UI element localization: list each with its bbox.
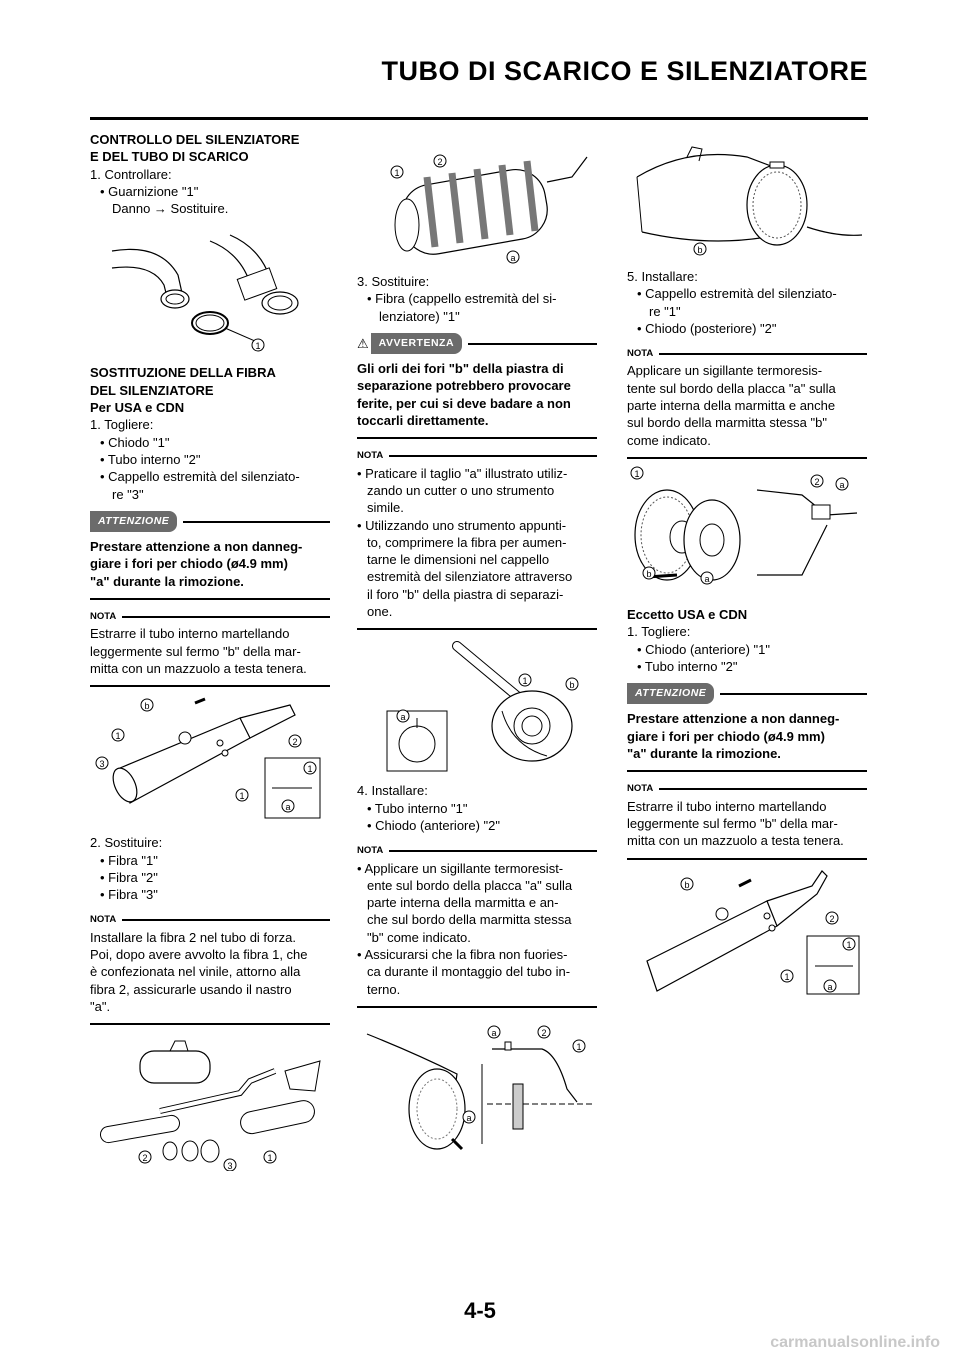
svg-text:a: a xyxy=(466,1112,472,1123)
warning-icon: ⚠ xyxy=(357,335,369,351)
callout-1: 1 xyxy=(255,341,261,352)
bullet: • Fibra (cappello estremità del si- xyxy=(367,291,557,307)
silencer-fiber-wrap-illustration xyxy=(357,137,597,267)
fiber-parts-illustration xyxy=(90,1031,330,1171)
svg-text:2: 2 xyxy=(541,1027,547,1038)
bullet: • Chiodo (posteriore) "2" xyxy=(637,320,777,336)
step: 1. Controllare: xyxy=(90,166,172,182)
svg-text:1: 1 xyxy=(115,731,121,742)
svg-text:1: 1 xyxy=(784,971,790,982)
svg-text:b: b xyxy=(697,245,703,255)
step: 2. Sostituire: xyxy=(90,835,163,851)
nota-text: Applicare un sigillante termoresis- tente sul bordo della placca "a" sulla parte interna della marmitta e anche sul bordo della marmitta stessa "b" come indicato. xyxy=(627,363,836,448)
nota-header: NOTA xyxy=(357,447,597,464)
bullet: • Chiodo (anteriore) "2" xyxy=(367,817,501,833)
section-title: DEL SILENZIATORE xyxy=(90,382,214,398)
nota-text: Installare la fibra 2 nel tubo di forza. Poi, dopo avere avvolto la fibra 1, che è confezionata nel vinile, attorno alla fibra 2, assicurarle usando il nastro "a". xyxy=(90,929,308,1014)
bullet: • Guarnizione "1" xyxy=(100,183,199,199)
svg-text:b: b xyxy=(569,680,575,691)
svg-text:1: 1 xyxy=(239,791,245,802)
svg-text:1: 1 xyxy=(307,764,313,775)
svg-text:1: 1 xyxy=(267,1153,273,1164)
svg-text:2: 2 xyxy=(292,737,298,748)
bullet: • Cappello estremità del silenziato- xyxy=(637,286,837,302)
svg-text:2: 2 xyxy=(142,1153,148,1164)
column-2 xyxy=(357,131,597,1160)
bullet: • Fibra "2" xyxy=(100,869,158,885)
bullet-cont: re "3" xyxy=(112,486,144,502)
svg-text:2: 2 xyxy=(829,913,835,924)
nota-text: • Applicare un sigillante termoresist- ente sul bordo della placca "a" sulla parte interna della marmitta e an- che sul bordo della marmitta stessa "b" come indicato. • Assicurarsi che la fibra non fuories- ca durante il montaggio del tubo in- terno. xyxy=(357,860,573,997)
bullet: • Chiodo (anteriore) "1" xyxy=(637,641,771,657)
nota-header: NOTA xyxy=(357,842,597,859)
bullet: • Chiodo "1" xyxy=(100,434,170,450)
result: Danno → Sostituire. xyxy=(112,201,229,217)
svg-text:a: a xyxy=(285,802,291,813)
nota-text: Estrarre il tubo interno martellando leggermente sul fermo "b" della mar- mitta con un mazzuolo a testa tenera. xyxy=(90,626,307,676)
svg-text:1: 1 xyxy=(846,939,852,950)
svg-text:1: 1 xyxy=(634,468,640,479)
inner-tube-removal-illustration-2 xyxy=(627,866,867,1001)
attention-label: ATTENZIONE xyxy=(90,511,177,532)
warning-text: Gli orli dei fori "b" della piastra di separazione potrebbero provocare ferite, per cui si deve badare a non toccarli direttamente. xyxy=(357,361,571,429)
nota-text: • Praticare il taglio "a" illustrato utiliz- zando un cutter o uno strumento simile. • Utilizzando uno strumento appunti- to, comprimere la fibra per aumen- tarne le dimensioni nel cappello estremità del silenziatore attraverso il foro "b" della piastra di separazi- one. xyxy=(357,465,573,620)
gasket-illustration xyxy=(90,223,330,358)
page-number: 4-5 xyxy=(464,1298,496,1323)
end-cap-install-illustration xyxy=(627,137,867,262)
section-title: SOSTITUZIONE DELLA FIBRA xyxy=(90,365,276,381)
end-cap-sealant-illustration xyxy=(627,465,867,600)
title-rule xyxy=(90,117,868,120)
section-title: Eccetto USA e CDN xyxy=(627,606,748,622)
svg-text:a: a xyxy=(827,981,833,992)
nota-header: NOTA xyxy=(627,780,867,797)
svg-text:a: a xyxy=(491,1027,497,1038)
page-title: TUBO DI SCARICO E SILENZIATORE xyxy=(381,56,868,86)
sealant-application-illustration xyxy=(357,1014,597,1154)
step: 1. Togliere: xyxy=(627,624,691,640)
inner-tube-removal-illustration xyxy=(90,693,330,828)
step: 5. Installare: xyxy=(627,269,698,284)
bullet: • Tubo interno "2" xyxy=(100,451,201,467)
warning-header xyxy=(357,333,597,354)
bullet: • Tubo interno "2" xyxy=(637,658,738,674)
attention-header xyxy=(627,683,867,704)
svg-text:2: 2 xyxy=(814,476,820,487)
svg-text:b: b xyxy=(144,701,150,712)
fiber-compress-illustration xyxy=(357,636,597,776)
svg-text:a: a xyxy=(839,479,845,490)
column-1 xyxy=(90,131,330,1177)
section-title: E DEL TUBO DI SCARICO xyxy=(90,149,249,165)
svg-text:2: 2 xyxy=(437,157,443,167)
bullet-cont: re "1" xyxy=(649,303,681,319)
svg-text:b: b xyxy=(684,879,690,890)
svg-text:3: 3 xyxy=(99,759,105,770)
step: 3. Sostituire: xyxy=(357,274,430,289)
attention-text: Prestare attenzione a non danneg- giare i fori per chiodo (ø4.9 mm) "a" durante la rimozione. xyxy=(90,539,303,589)
nota-header: NOTA xyxy=(627,345,867,362)
svg-text:1: 1 xyxy=(522,676,528,687)
bullet-cont: lenziatore) "1" xyxy=(379,308,460,324)
section-title: CONTROLLO DEL SILENZIATORE xyxy=(90,132,300,147)
svg-text:a: a xyxy=(510,253,516,263)
svg-text:3: 3 xyxy=(227,1161,233,1172)
svg-text:1: 1 xyxy=(394,168,400,178)
attention-header xyxy=(90,511,330,532)
attention-text: Prestare attenzione a non danneg- giare i fori per chiodo (ø4.9 mm) "a" durante la rimozione. xyxy=(627,711,840,762)
watermark: carmanualsonline.info xyxy=(770,1334,940,1351)
warning-label: AVVERTENZA xyxy=(371,333,462,354)
svg-text:b: b xyxy=(646,568,652,579)
bullet: • Tubo interno "1" xyxy=(367,800,468,816)
bullet: • Fibra "3" xyxy=(100,887,158,903)
svg-text:a: a xyxy=(400,712,406,723)
attention-label: ATTENZIONE xyxy=(627,683,714,704)
section-subtitle: Per USA e CDN xyxy=(90,400,185,416)
nota-header: NOTA xyxy=(90,911,330,928)
step: 1. Togliere: xyxy=(90,417,154,433)
bullet: • Fibra "1" xyxy=(100,852,158,868)
column-3 xyxy=(627,131,867,1007)
nota-header: NOTA xyxy=(90,608,330,625)
bullet: • Cappello estremità del silenziato- xyxy=(100,469,300,485)
svg-text:a: a xyxy=(704,573,710,584)
svg-text:1: 1 xyxy=(576,1041,582,1052)
nota-text: Estrarre il tubo interno martellando leggermente sul fermo "b" della mar- mitta con un mazzuolo a testa tenera. xyxy=(627,798,844,849)
step: 4. Installare: xyxy=(357,783,428,799)
